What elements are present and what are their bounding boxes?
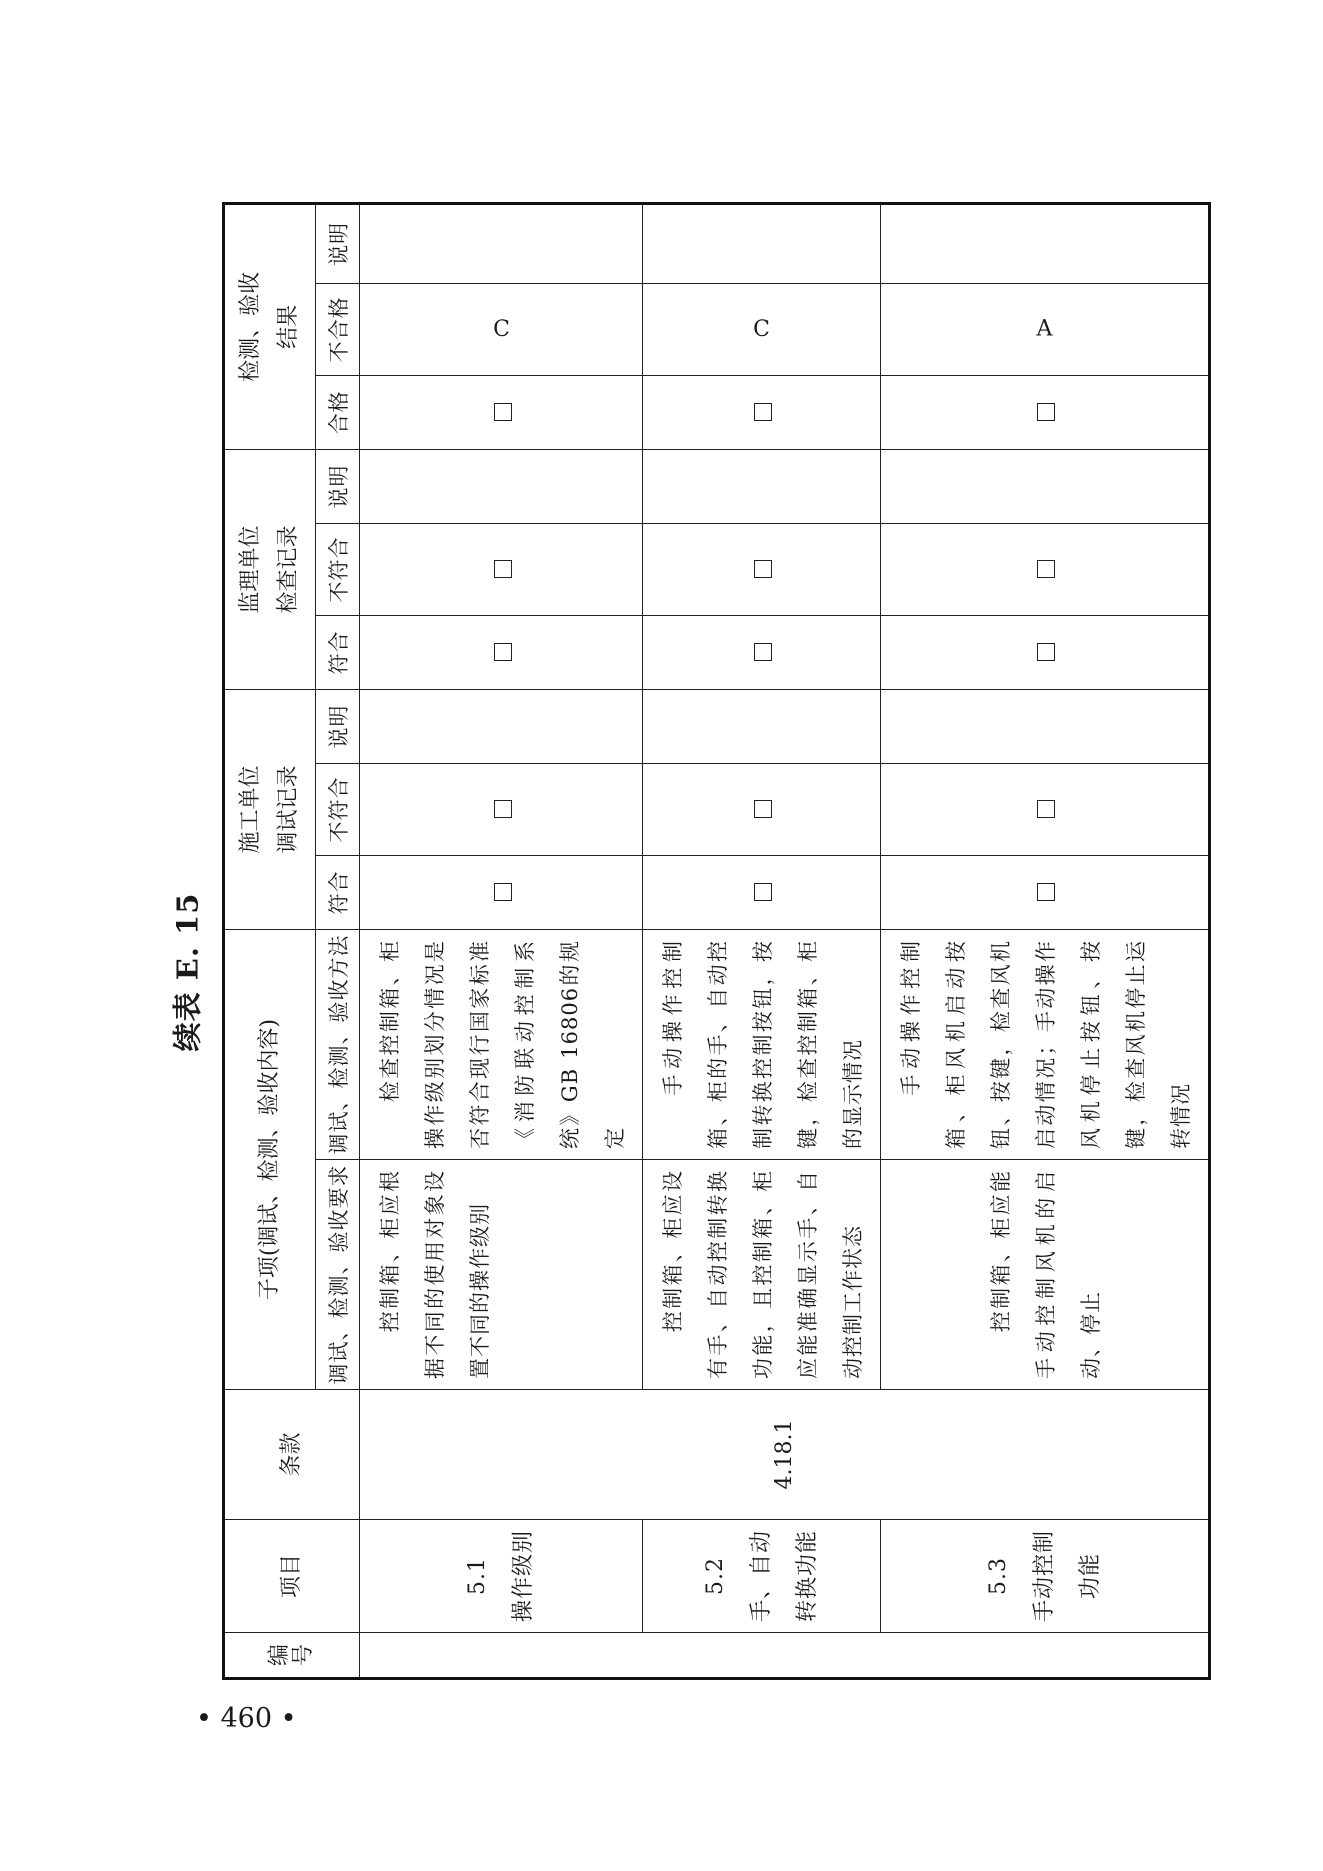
header-method: 调试、检测、验收方法 <box>316 929 360 1159</box>
header-result-unqualified: 不合格 <box>316 283 360 375</box>
cell-supervision-remark <box>643 449 881 523</box>
header-supervision-remark: 说明 <box>316 449 360 523</box>
header-no: 编号 <box>224 1633 360 1679</box>
cell-construction-remark <box>881 689 1210 763</box>
header-requirement: 调试、检测、验收要求 <box>316 1160 360 1390</box>
header-row-1 <box>224 203 316 1678</box>
cell-result-remark <box>643 203 881 283</box>
checkbox-supervision-nonconform[interactable] <box>881 523 1210 615</box>
checkbox-result-qualified[interactable] <box>643 375 881 449</box>
cell-requirement: 控制箱、柜应根据不同的使用对象设置不同的操作级别 <box>360 1160 643 1390</box>
checkbox-construction-nonconform[interactable] <box>643 763 881 855</box>
cell-construction-remark <box>643 689 881 763</box>
header-result-group: 检测、验收结果 <box>224 203 316 449</box>
checkbox-construction-conform[interactable] <box>881 855 1210 929</box>
cell-clause: 4.18.1 <box>360 1390 1210 1520</box>
header-result-remark: 说明 <box>316 203 360 283</box>
header-construction-remark: 说明 <box>316 689 360 763</box>
cell-supervision-remark <box>360 449 643 523</box>
cell-method: 手动操作控制箱、柜风机启动按钮、按键，检查风机启动情况；手动操作风机停止按钮、按键，检查风机停止运转情况 <box>881 929 1210 1159</box>
checkbox-supervision-nonconform[interactable] <box>643 523 881 615</box>
cell-supervision-remark <box>881 449 1210 523</box>
checkbox-supervision-conform[interactable] <box>881 615 1210 689</box>
cell-grade: C <box>360 283 643 375</box>
checkbox-construction-conform[interactable] <box>360 855 643 929</box>
cell-result-remark <box>881 203 1210 283</box>
header-result-qualified: 合格 <box>316 375 360 449</box>
checkbox-construction-nonconform[interactable] <box>360 763 643 855</box>
inspection-table <box>222 202 1211 1680</box>
header-project: 项目 <box>224 1520 360 1633</box>
cell-project: 5.3 手动控制 功能 <box>881 1520 1210 1633</box>
cell-requirement: 控制箱、柜应能手动控制风机的启动、停止 <box>881 1160 1210 1390</box>
cell-project: 5.1 操作级别 <box>360 1520 643 1633</box>
cell-grade: C <box>643 283 881 375</box>
checkbox-construction-nonconform[interactable] <box>881 763 1210 855</box>
checkbox-result-qualified[interactable] <box>360 375 643 449</box>
header-supervision-group: 监理单位检查记录 <box>224 449 316 689</box>
cell-method: 检查控制箱、柜操作级别划分情况是否符合现行国家标准《消防联动控制系统》GB 16806的规定 <box>360 929 643 1159</box>
cell-grade: A <box>881 283 1210 375</box>
cell-result-remark <box>360 203 643 283</box>
checkbox-supervision-nonconform[interactable] <box>360 523 643 615</box>
table-row <box>360 203 643 1678</box>
header-clause: 条款 <box>224 1390 360 1520</box>
header-subitem-group: 子项(调试、检测、验收内容) <box>224 929 316 1389</box>
rotated-table-container <box>222 205 1193 1680</box>
checkbox-supervision-conform[interactable] <box>643 615 881 689</box>
page-title: 续表 E. 15 <box>170 892 205 1052</box>
header-construction-conform: 符合 <box>316 855 360 929</box>
cell-no <box>360 1633 1210 1679</box>
header-supervision-conform: 符合 <box>316 615 360 689</box>
page-number: • 460 • <box>196 1703 297 1734</box>
header-construction-group: 施工单位调试记录 <box>224 689 316 929</box>
header-supervision-nonconform: 不符合 <box>316 523 360 615</box>
checkbox-supervision-conform[interactable] <box>360 615 643 689</box>
checkbox-construction-conform[interactable] <box>643 855 881 929</box>
cell-project: 5.2 手、自动 转换功能 <box>643 1520 881 1633</box>
cell-requirement: 控制箱、柜应设有手、自动控制转换功能，且控制箱、柜应能准确显示手、自动控制工作状态 <box>643 1160 881 1390</box>
checkbox-result-qualified[interactable] <box>881 375 1210 449</box>
header-construction-nonconform: 不符合 <box>316 763 360 855</box>
cell-construction-remark <box>360 689 643 763</box>
cell-method: 手动操作控制箱、柜的手、自动控制转换控制按钮，按键，检查控制箱、柜的显示情况 <box>643 929 881 1159</box>
